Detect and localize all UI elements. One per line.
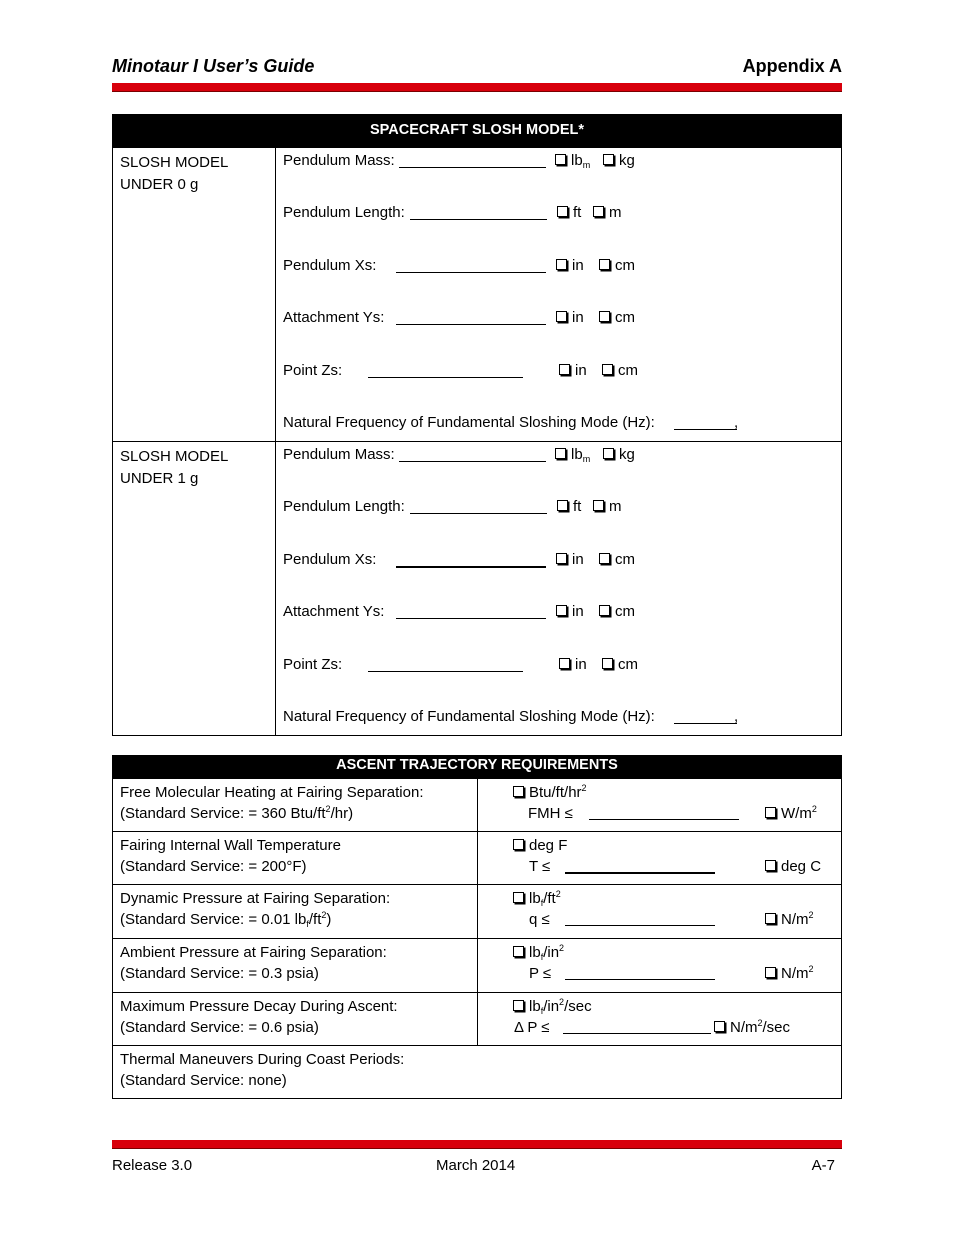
comma: , bbox=[734, 414, 739, 431]
requirement-label: Thermal Maneuvers During Coast Periods: bbox=[120, 1051, 405, 1068]
point-zs-input[interactable] bbox=[368, 671, 523, 672]
standard-service-note: (Standard Service: = 360 Btu/$ft^2/hr$) bbox=[120, 804, 354, 822]
ascent-requirement-row bbox=[113, 778, 841, 831]
checkbox-icon bbox=[555, 448, 566, 459]
metric-unit-checkbox[interactable]: $N/m^2$ bbox=[765, 911, 814, 928]
in-checkbox[interactable]: in bbox=[556, 603, 584, 620]
limit-symbol: T ≤ bbox=[529, 858, 551, 875]
pendulum-xs-input[interactable] bbox=[396, 566, 546, 568]
checkbox-icon bbox=[556, 553, 567, 564]
pendulum-length-input[interactable] bbox=[410, 219, 547, 220]
checkbox-icon bbox=[556, 605, 567, 616]
pendulum-mass-input[interactable] bbox=[399, 461, 546, 462]
slosh-section: SLOSH MODEL UNDER 0 g Pendulum Mass: $lb_m$ kg Pendulum Length: ft m Pendulum Xs: in cm Attachment Ys: in cm Point Zs: in cm Natural Frequency of Fundamental Sloshing Mode (Hz): , bbox=[113, 147, 841, 441]
slosh-table-title: SPACECRAFT SLOSH MODEL* bbox=[113, 115, 841, 147]
standard-service-note: (Standard Service: none) bbox=[120, 1072, 287, 1089]
slosh-section-label: SLOSH MODEL UNDER 1 g bbox=[120, 448, 229, 487]
document-title: Minotaur I User’s Guide bbox=[112, 56, 315, 76]
requirement-label: Free Molecular Heating at Fairing Separation: bbox=[120, 784, 424, 801]
requirement-label: Dynamic Pressure at Fairing Separation: bbox=[120, 890, 391, 907]
ft-checkbox[interactable]: ft bbox=[557, 204, 581, 221]
checkbox-icon bbox=[602, 658, 613, 669]
header-rule bbox=[112, 83, 842, 92]
metric-unit-checkbox[interactable]: deg C bbox=[765, 858, 821, 875]
english-unit-checkbox[interactable]: Btu/$ft/hr^2$ bbox=[513, 784, 587, 801]
checkbox-icon bbox=[557, 206, 568, 217]
kg-checkbox[interactable]: kg bbox=[603, 152, 635, 169]
in-checkbox[interactable]: in bbox=[559, 362, 587, 379]
footer-rule bbox=[112, 1140, 842, 1149]
metric-unit-checkbox[interactable]: $W/m^2$ bbox=[765, 805, 817, 822]
english-unit-checkbox[interactable]: $lb_f/in^2/\sec$ bbox=[513, 998, 592, 1015]
english-unit-checkbox[interactable]: deg F bbox=[513, 837, 567, 854]
in-checkbox[interactable]: in bbox=[556, 309, 584, 326]
checkbox-icon bbox=[513, 839, 524, 850]
checkbox-icon bbox=[559, 364, 570, 375]
ascent-requirement-row bbox=[113, 938, 841, 992]
pendulum-xs-input[interactable] bbox=[396, 272, 546, 273]
limit-symbol: Δ P ≤ bbox=[514, 1019, 550, 1036]
checkbox-icon bbox=[765, 913, 776, 924]
checkbox-icon bbox=[602, 364, 613, 375]
slosh-section-label: SLOSH MODEL UNDER 0 g bbox=[120, 154, 229, 193]
limit-value-input[interactable] bbox=[589, 819, 739, 820]
lbm-checkbox[interactable]: $lb_m$ bbox=[555, 152, 590, 169]
checkbox-icon bbox=[593, 206, 604, 217]
checkbox-icon bbox=[557, 500, 568, 511]
natural-frequency-input[interactable] bbox=[674, 429, 737, 430]
checkbox-icon bbox=[765, 807, 776, 818]
english-unit-checkbox[interactable]: $lb_f/in^2$ bbox=[513, 944, 564, 961]
checkbox-icon bbox=[593, 500, 604, 511]
page-number: A-7 bbox=[811, 1157, 835, 1174]
slosh-section: SLOSH MODEL UNDER 1 g Pendulum Mass: $lb_m$ kg Pendulum Length: ft m Pendulum Xs: in cm Attachment Ys: in cm Point Zs: in cm Natural Frequency of Fundamental Sloshing Mode (Hz): , bbox=[113, 441, 841, 735]
m-checkbox[interactable]: m bbox=[593, 204, 622, 221]
checkbox-icon bbox=[513, 786, 524, 797]
limit-value-input[interactable] bbox=[565, 872, 715, 874]
date-label: March 2014 bbox=[436, 1157, 516, 1174]
limit-symbol: P ≤ bbox=[529, 965, 552, 982]
pendulum-length-input[interactable] bbox=[410, 513, 547, 514]
natural-frequency-input[interactable] bbox=[674, 723, 737, 724]
cm-checkbox[interactable]: cm bbox=[599, 257, 635, 274]
checkbox-icon bbox=[556, 311, 567, 322]
attachment-ys-input[interactable] bbox=[396, 618, 546, 619]
checkbox-icon bbox=[599, 553, 610, 564]
standard-service-note: (Standard Service: = 0.3 psia) bbox=[120, 965, 319, 982]
standard-service-note: (Standard Service: = 0.6 psia) bbox=[120, 1019, 319, 1036]
ft-checkbox[interactable]: ft bbox=[557, 498, 581, 515]
limit-symbol: q ≤ bbox=[529, 911, 550, 928]
checkbox-icon bbox=[599, 605, 610, 616]
english-unit-checkbox[interactable]: $lb_f/ft^2$ bbox=[513, 890, 561, 907]
in-checkbox[interactable]: in bbox=[556, 257, 584, 274]
checkbox-icon bbox=[603, 154, 614, 165]
checkbox-icon bbox=[765, 967, 776, 978]
release-label: Release 3.0 bbox=[112, 1157, 193, 1174]
cm-checkbox[interactable]: cm bbox=[599, 603, 635, 620]
limit-value-input[interactable] bbox=[565, 979, 715, 980]
limit-value-input[interactable] bbox=[565, 925, 715, 926]
checkbox-icon bbox=[714, 1021, 725, 1032]
ascent-requirement-row bbox=[113, 884, 841, 938]
cm-checkbox[interactable]: cm bbox=[602, 656, 638, 673]
checkbox-icon bbox=[559, 658, 570, 669]
slosh-model-table bbox=[112, 114, 842, 736]
checkbox-icon bbox=[599, 259, 610, 270]
metric-unit-checkbox[interactable]: $N/m^2/\sec$ bbox=[714, 1019, 790, 1036]
m-checkbox[interactable]: m bbox=[593, 498, 622, 515]
appendix-label: Appendix A bbox=[742, 56, 842, 76]
limit-value-input[interactable] bbox=[563, 1033, 711, 1034]
checkbox-icon bbox=[513, 892, 524, 903]
checkbox-icon bbox=[556, 259, 567, 270]
ascent-table-title: ASCENT TRAJECTORY REQUIREMENTS bbox=[113, 756, 841, 778]
ascent-requirement-row bbox=[113, 992, 841, 1045]
cm-checkbox[interactable]: cm bbox=[599, 551, 635, 568]
cm-checkbox[interactable]: cm bbox=[602, 362, 638, 379]
kg-checkbox[interactable]: kg bbox=[603, 446, 635, 463]
cm-checkbox[interactable]: cm bbox=[599, 309, 635, 326]
checkbox-icon bbox=[513, 946, 524, 957]
checkbox-icon bbox=[555, 154, 566, 165]
comma: , bbox=[734, 708, 739, 725]
checkbox-icon bbox=[603, 448, 614, 459]
requirement-label: Maximum Pressure Decay During Ascent: bbox=[120, 998, 398, 1015]
standard-service-note: (Standard Service: = 0.01 $lb_f/ft^2$) bbox=[120, 910, 332, 929]
metric-unit-checkbox[interactable]: $N/m^2$ bbox=[765, 965, 814, 982]
requirement-label: Fairing Internal Wall Temperature bbox=[120, 837, 341, 854]
checkbox-icon bbox=[765, 860, 776, 871]
checkbox-icon bbox=[599, 311, 610, 322]
limit-symbol: FMH ≤ bbox=[528, 805, 573, 822]
ascent-trajectory-table bbox=[112, 755, 842, 1099]
in-checkbox[interactable]: in bbox=[559, 656, 587, 673]
lbm-checkbox[interactable]: $lb_m$ bbox=[555, 446, 590, 463]
attachment-ys-input[interactable] bbox=[396, 324, 546, 325]
requirement-label: Ambient Pressure at Fairing Separation: bbox=[120, 944, 387, 961]
in-checkbox[interactable]: in bbox=[556, 551, 584, 568]
checkbox-icon bbox=[513, 1000, 524, 1011]
pendulum-mass-input[interactable] bbox=[399, 167, 546, 168]
ascent-requirement-row bbox=[113, 831, 841, 884]
standard-service-note: (Standard Service: = 200°F) bbox=[120, 858, 307, 875]
point-zs-input[interactable] bbox=[368, 377, 523, 378]
ascent-requirement-row bbox=[113, 1045, 841, 1098]
